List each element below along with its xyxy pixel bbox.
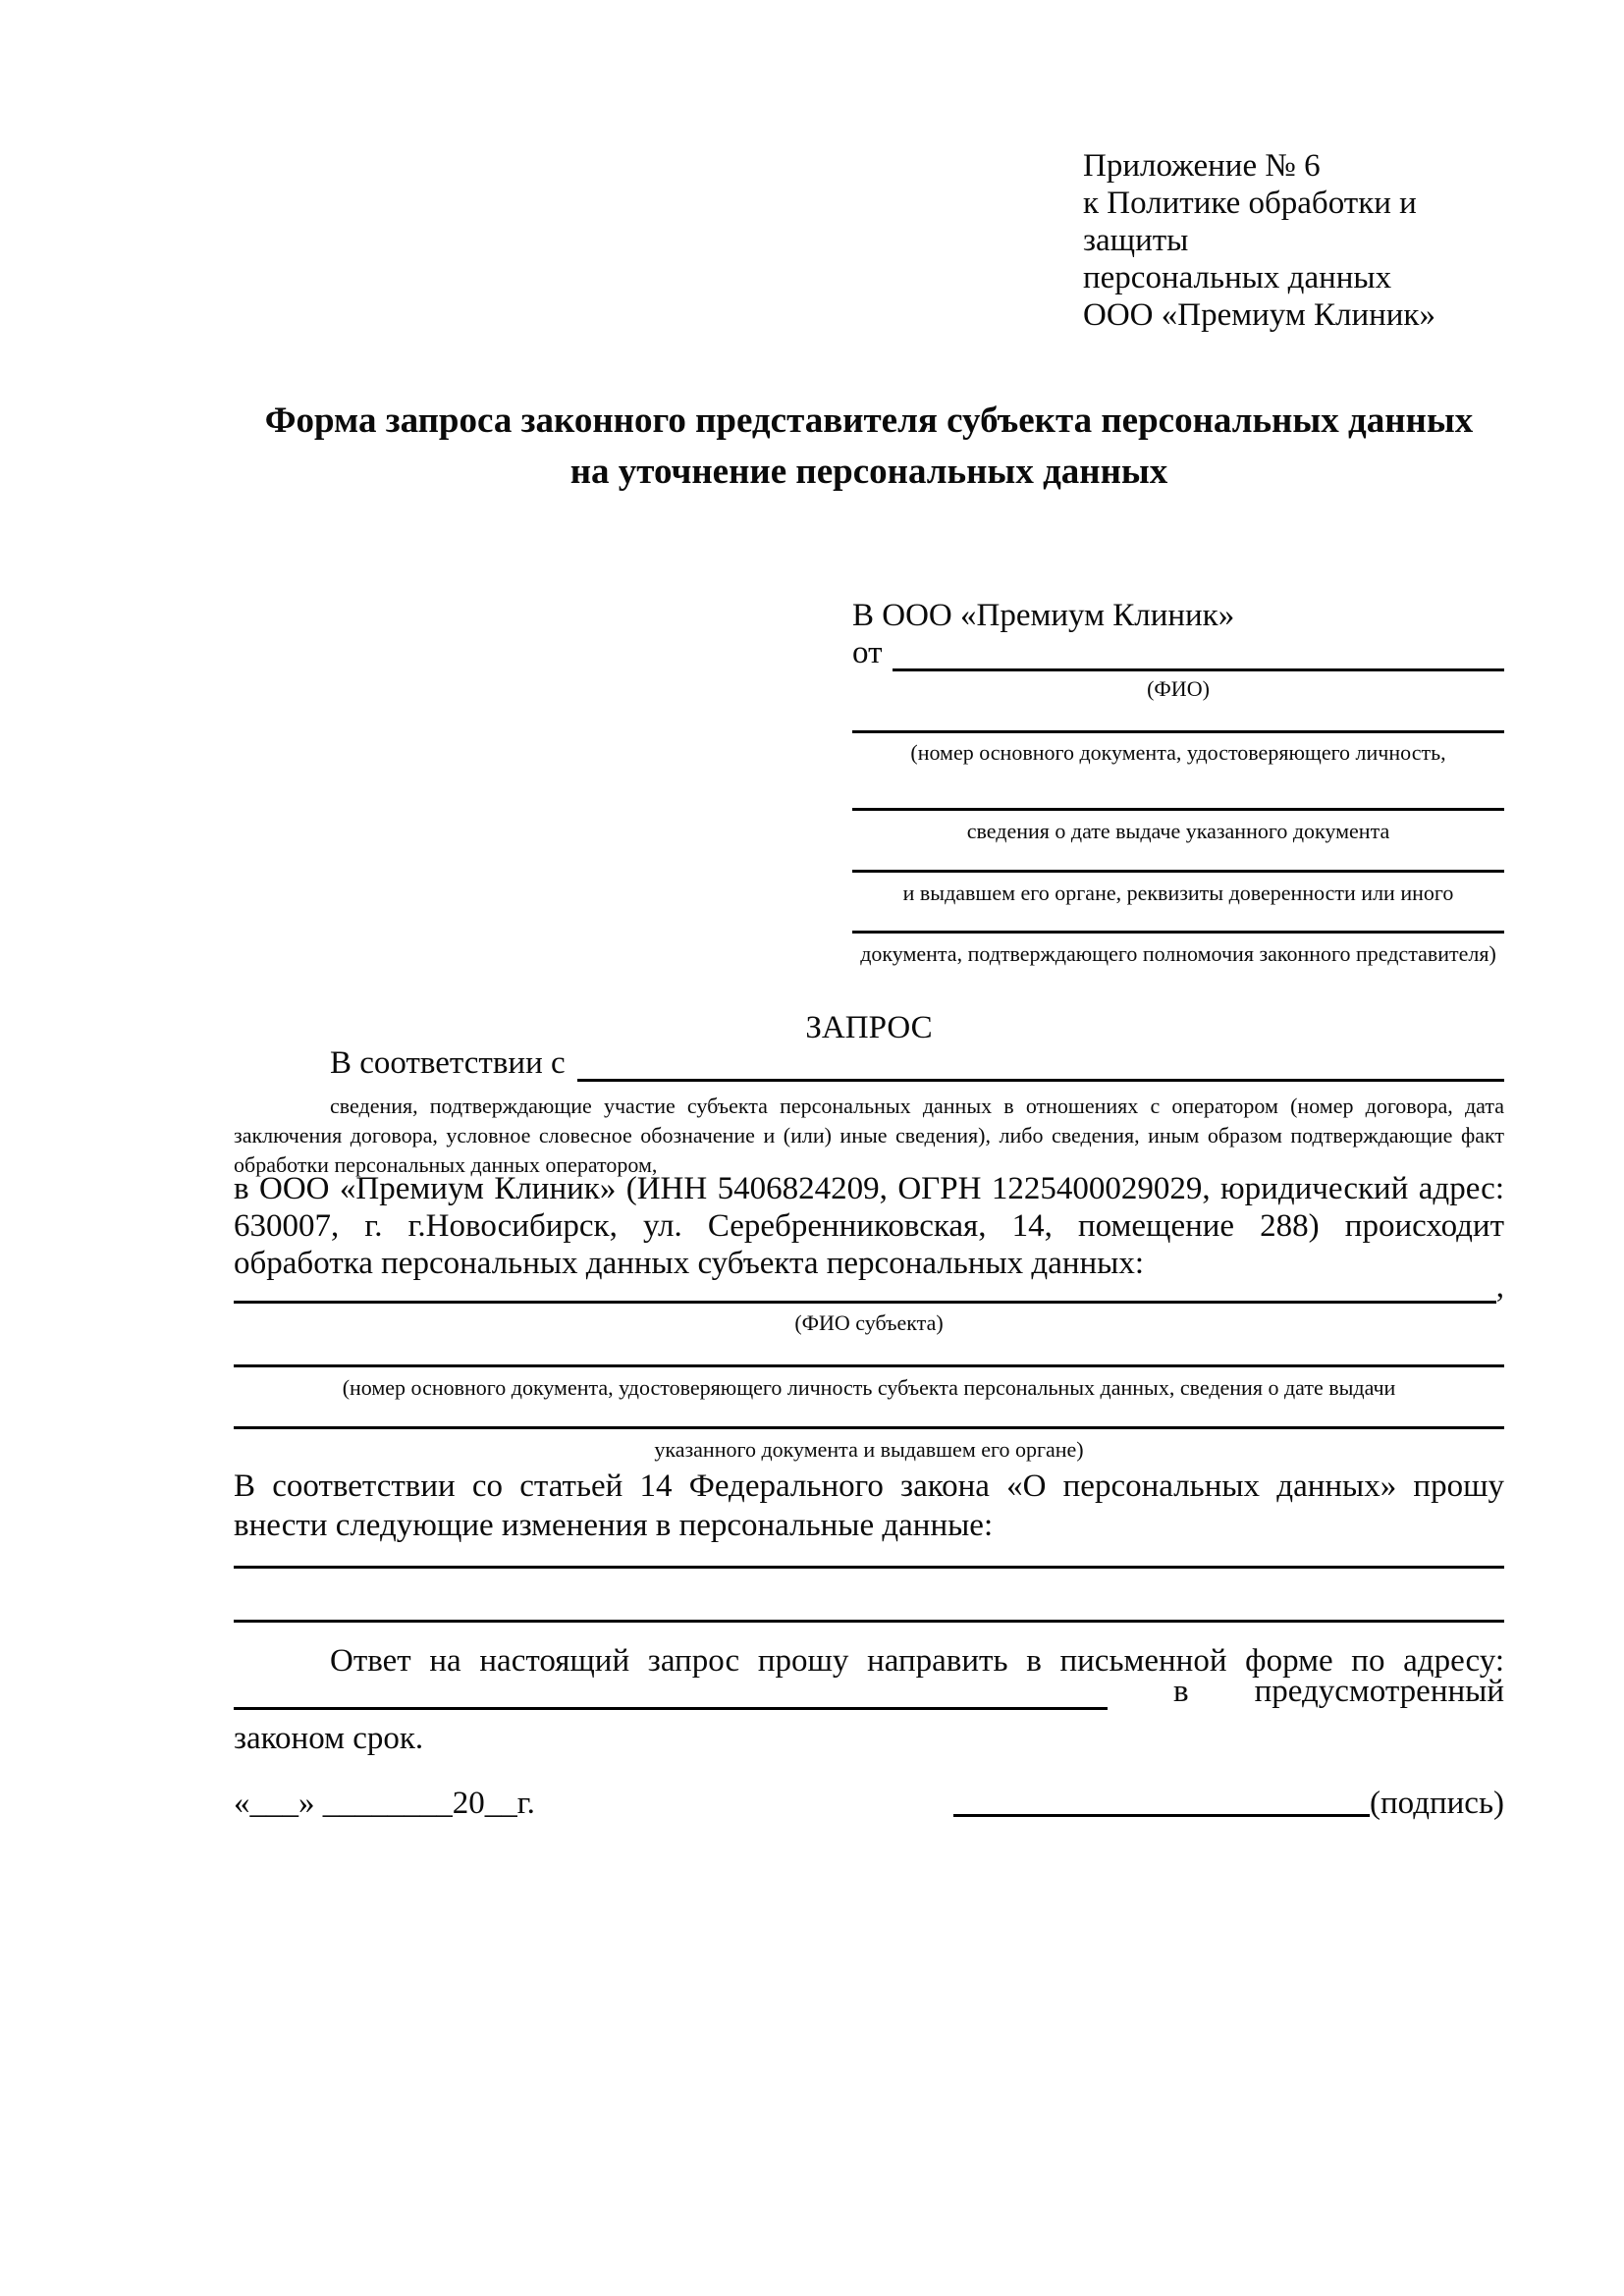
- answer-address-row: [234, 1675, 1504, 1710]
- footer-row: [234, 1783, 1504, 1822]
- addressee-from-row: [852, 636, 1504, 671]
- subject-blank-line-authority: [234, 1426, 1504, 1429]
- from-label: от: [852, 635, 883, 670]
- field-caption-fio: (ФИО): [1147, 676, 1210, 701]
- date-line: «___» ________20__г.: [234, 1786, 535, 1821]
- subject-comma: ,: [1495, 1269, 1504, 1305]
- subject-fields-block: [234, 1269, 1504, 1463]
- answer-word-v: в: [1173, 1674, 1189, 1709]
- operator-paragraph: в ООО «Премиум Клиник» (ИНН 5406824209, ОГРН 1225400029029, юридический адрес: 630007, г. г.Новосибирск, ул. Серебренниковская, 14, помещение 288) происходит обработка персональных данных субъекта персональных данных:: [234, 1171, 1504, 1281]
- subject-blank-line-document: [234, 1364, 1504, 1367]
- addressee-block: [852, 597, 1504, 967]
- document-title: [234, 396, 1504, 498]
- appendix-line-2: к Политике обработки и защиты: [1083, 186, 1417, 258]
- subject-fio-row: [234, 1269, 1504, 1305]
- intro-blank-line: [577, 1079, 1504, 1082]
- field-caption-issuing-authority: и выдавшем его органе, реквизиты доверенности или иного: [902, 881, 1454, 905]
- changes-blank-line-1: [234, 1566, 1504, 1569]
- blank-line-issuing-authority: [852, 870, 1504, 873]
- answer-word-predusmotrenny: предусмотренный: [1254, 1674, 1504, 1709]
- title-line-1: Форма запроса законного представителя субъекта персональных данных: [264, 400, 1474, 441]
- blank-line-authority-document: [852, 931, 1504, 934]
- blank-line-issue-date: [852, 808, 1504, 811]
- answer-line-1: Ответ на настоящий запрос прошу направить в письменной форме по адресу:: [330, 1643, 1504, 1679]
- subject-fio-blank-line: [234, 1301, 1496, 1304]
- answer-address-blank-line: [234, 1707, 1108, 1710]
- subject-caption-authority: указанного документа и выдавшем его органе): [654, 1437, 1084, 1462]
- request-heading: ЗАПРОС: [805, 1010, 933, 1045]
- signature-caption: (подпись): [1370, 1786, 1504, 1821]
- signature-blank-line: [953, 1814, 1370, 1817]
- subject-caption-document: (номер основного документа, удостоверяющего личность субъекта персональных данных, сведения о дате выдачи: [342, 1375, 1396, 1400]
- answer-tail: законом срок.: [234, 1721, 424, 1756]
- blank-line-document-number: [852, 730, 1504, 733]
- subject-caption-fio: (ФИО субъекта): [794, 1310, 944, 1335]
- title-line-2: на уточнение персональных данных: [569, 452, 1168, 492]
- appendix-line-3: персональных данных: [1083, 260, 1392, 295]
- field-caption-issue-date: сведения о дате выдаче указанного документа: [966, 819, 1390, 843]
- signature-group: [953, 1785, 1504, 1822]
- law-paragraph: В соответствии со статьей 14 Федерального закона «О персональных данных» прошу внести следующие изменения в персональные данные:: [234, 1468, 1504, 1543]
- intro-label: В соответствии с: [330, 1045, 566, 1081]
- appendix-line-1: Приложение № 6: [1083, 148, 1321, 184]
- field-caption-authority-document: документа, подтверждающего полномочия законного представителя): [860, 941, 1496, 966]
- intro-row: [234, 1046, 1504, 1082]
- appendix-line-4: ООО «Премиум Клиник»: [1083, 297, 1435, 333]
- appendix-note: [1083, 147, 1515, 334]
- from-blank-line: [893, 668, 1505, 671]
- intro-note: сведения, подтверждающие участие субъекта персональных данных в отношениях с оператором (номер договора, дата заключения договора, условное словесное обозначение и (или) иные сведения), либо сведения, иным образом подтверждающие факт обработки персональных данных оператором,: [234, 1094, 1504, 1177]
- addressee-to: В ООО «Премиум Клиник»: [852, 598, 1235, 633]
- changes-blank-line-2: [234, 1620, 1504, 1623]
- field-caption-document-number: (номер основного документа, удостоверяющего личность,: [910, 740, 1446, 765]
